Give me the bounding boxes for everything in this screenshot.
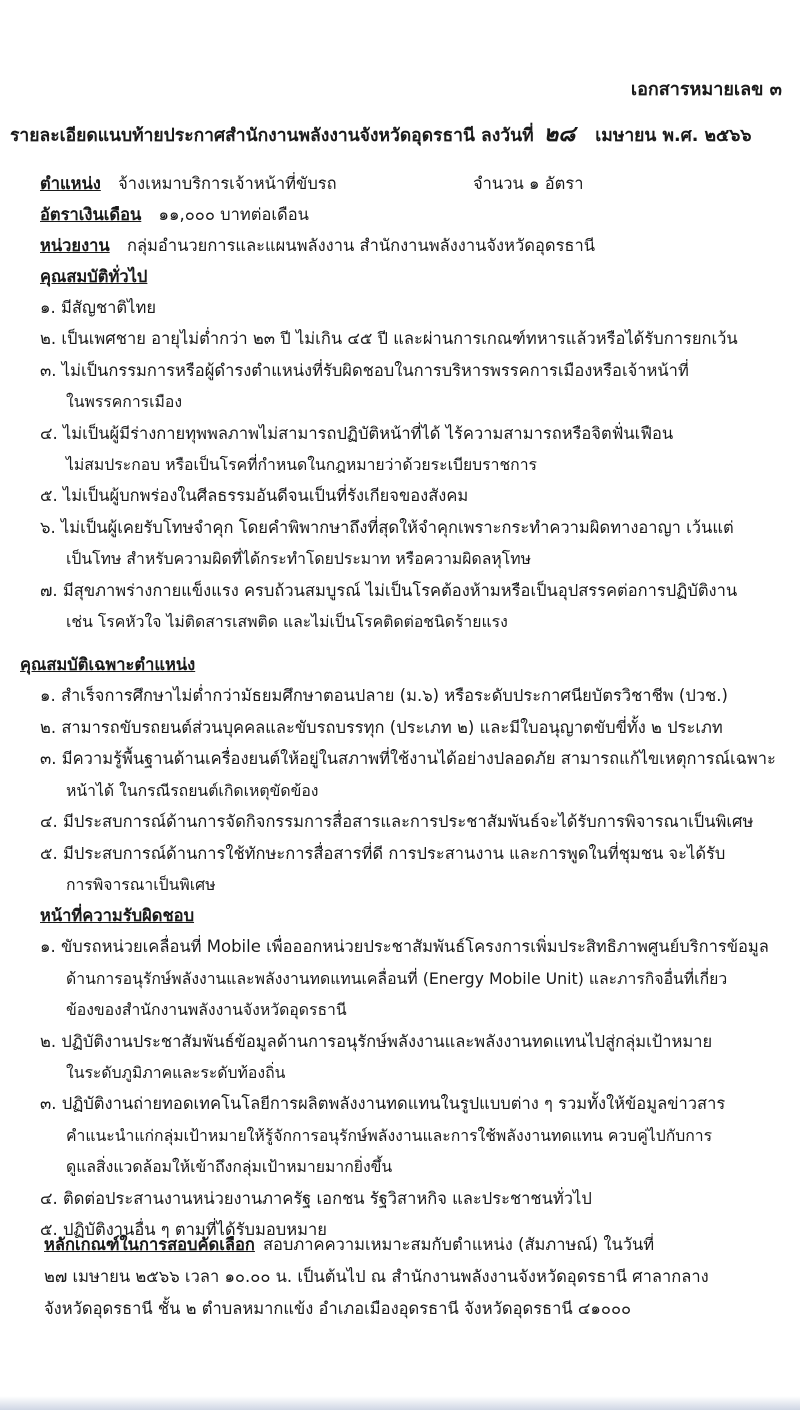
- header-handwritten-day: ๒๘: [543, 121, 576, 147]
- unit-row: [40, 230, 784, 261]
- criteria-label: หลักเกณฑ์ในการสอบคัดเลือก: [44, 1235, 255, 1254]
- list-item-continuation: ไม่สมประกอบ หรือเป็นโรคที่กำหนดในกฎหมายว่าด้วยระเบียบราชการ: [66, 455, 538, 475]
- list-item-text: ๕. มีประสบการณ์ด้านการใช้ทักษะการสื่อสารที่ดี การประสานงาน และการพูดในที่ชุมชน จะได้รับ: [40, 843, 726, 863]
- position-row: [40, 168, 784, 199]
- list-item: [40, 323, 784, 354]
- duties-list: [40, 931, 784, 1245]
- general-qualifications-title: คุณสมบัติทั่วไป: [40, 267, 148, 286]
- scan-edge-shadow: [0, 1396, 800, 1410]
- header-title: รายละเอียดแนบท้ายประกาศสำนักงานพลังงานจังหวัดอุดรธานี ลงวันที่: [10, 126, 534, 146]
- list-item-continuation: เป็นโทษ สำหรับความผิดที่ได้กระทำโดยประมาท หรือความผิดลหุโทษ: [66, 549, 532, 569]
- document-number: เอกสารหมายเลข ๓: [630, 79, 782, 100]
- criteria-line-2: ๒๗ เมษายน ๒๕๖๖ เวลา ๑๐.๐๐ น. เป็นต้นไป ณ สำนักงานพลังงานจังหวัดอุดรธานี ศาลากลาง: [44, 1267, 709, 1286]
- duties-title: หน้าที่ความรับผิดชอบ: [40, 906, 195, 926]
- position-value: จ้างเหมาบริการเจ้าหน้าที่ขับรถ: [118, 174, 337, 193]
- list-item-text: ๕. ไม่เป็นผู้บกพร่องในศีลธรรมอันดีจนเป็นที่รังเกียจของสังคม: [40, 486, 469, 506]
- criteria-line-1: สอบภาคความเหมาะสมกับตำแหน่ง (สัมภาษณ์) ในวันที่: [262, 1235, 655, 1254]
- list-item: [40, 512, 784, 575]
- specific-qualifications-list: [40, 680, 784, 900]
- list-item: [40, 355, 784, 418]
- general-qualifications-list: [40, 292, 784, 637]
- list-item: [40, 292, 784, 323]
- document-header: [10, 116, 792, 151]
- position-label: ตำแหน่ง: [40, 174, 101, 193]
- list-item-text: ๒. เป็นเพศชาย อายุไม่ต่ำกว่า ๒๓ ปี ไม่เกิน ๔๕ ปี และผ่านการเกณฑ์ทหารแล้วหรือได้รับการยกเว้น: [40, 329, 738, 349]
- list-item-text: ๔. ไม่เป็นผู้มีร่างกายทุพพลภาพไม่สามารถปฏิบัติหน้าที่ได้ ไร้ความสามารถหรือจิตฟั่นเฟือน: [40, 423, 674, 443]
- list-item-text: ๒. สามารถขับรถยนต์ส่วนบุคคลและขับรถบรรทุก (ประเภท ๒) และมีใบอนุญาตขับขี่ทั้ง ๒ ประเภท: [40, 717, 723, 737]
- list-item-continuation: ดูแลสิ่งแวดล้อมให้เข้าถึงกลุ่มเป้าหมายมากยิ่งขึ้น: [66, 1157, 393, 1177]
- list-item-text: ๔. มีประสบการณ์ด้านการจัดกิจกรรมการสื่อสารและการประชาสัมพันธ์จะได้รับการพิจารณาเป็นพิเศษ: [40, 812, 754, 832]
- list-item-continuation: การพิจารณาเป็นพิเศษ: [66, 874, 216, 894]
- header-date: เมษายน พ.ศ. ๒๕๖๖: [595, 126, 752, 146]
- list-item-continuation: คำแนะนำแก่กลุ่มเป้าหมายให้รู้จักการอนุรักษ์พลังงานและการใช้พลังงานทดแทน ควบคู่ไปกับการ: [66, 1125, 713, 1145]
- list-item: [40, 575, 784, 638]
- salary-row: [40, 199, 784, 230]
- list-item-text: ๗. มีสุขภาพร่างกายแข็งแรง ครบถ้วนสมบูรณ์ ไม่เป็นโรคต้องห้ามหรือเป็นอุปสรรคต่อการปฏิบัติงาน: [40, 580, 738, 600]
- list-item-text: ๑. มีสัญชาติไทย: [40, 298, 156, 317]
- salary-value: ๑๑,๐๐๐ บาทต่อเดือน: [158, 205, 309, 224]
- unit-label: หน่วยงาน: [40, 236, 110, 255]
- selection-criteria: [44, 1229, 782, 1325]
- list-item-continuation: ข้องของสำนักงานพลังงานจังหวัดอุดรธานี: [66, 1000, 347, 1020]
- document-body: [20, 168, 784, 1245]
- list-item-text: ๑. สำเร็จการศึกษาไม่ต่ำกว่ามัธยมศึกษาตอนปลาย (ม.๖) หรือระดับประกาศนียบัตรวิชาชีพ (ปวช.): [40, 686, 728, 706]
- list-item-continuation: ในระดับภูมิภาคและระดับท้องถิ่น: [66, 1062, 286, 1082]
- list-item-continuation: หน้าได้ ในกรณีรถยนต์เกิดเหตุขัดข้อง: [66, 780, 319, 800]
- list-item: [40, 418, 784, 481]
- list-item: [40, 806, 784, 837]
- list-item-text: ๔. ติดต่อประสานงานหน่วยงานภาครัฐ เอกชน รัฐวิสาหกิจ และประชาชนทั่วไป: [40, 1188, 592, 1208]
- criteria-line-3: จังหวัดอุดรธานี ชั้น ๒ ตำบลหมากแข้ง อำเภอเมืองอุดรธานี จังหวัดอุดรธานี ๔๑๐๐๐: [44, 1299, 632, 1318]
- list-item-continuation: เช่น โรคหัวใจ ไม่ติดสารเสพติด และไม่เป็นโรคติดต่อชนิดร้ายแรง: [66, 612, 508, 632]
- list-item: [40, 838, 784, 901]
- list-item: [40, 743, 784, 806]
- list-item-text: ๓. ไม่เป็นกรรมการหรือผู้ดำรงตำแหน่งที่รับผิดชอบในการบริหารพรรคการเมืองหรือเจ้าหน้าที่: [40, 360, 689, 380]
- list-item: [40, 1183, 784, 1214]
- list-item: [40, 1026, 784, 1089]
- list-item-continuation: ในพรรคการเมือง: [66, 392, 183, 412]
- list-item-text: ๒. ปฏิบัติงานประชาสัมพันธ์ข้อมูลด้านการอนุรักษ์พลังงานและพลังงานทดแทนไปสู่กลุ่มเป้าหมาย: [40, 1031, 713, 1051]
- list-item: [40, 480, 784, 511]
- list-item-text: ๖. ไม่เป็นผู้เคยรับโทษจำคุก โดยคำพิพากษาถึงที่สุดให้จำคุกเพราะกระทำความผิดทางอาญา เว้นแต่: [40, 517, 734, 537]
- list-item-continuation: ด้านการอนุรักษ์พลังงานและพลังงานทดแทนเคลื่อนที่ (Energy Mobile Unit) และภารกิจอื่นที่เกี่ยว: [66, 968, 728, 988]
- list-item-text: ๕. ปฏิบัติงานอื่น ๆ ตามที่ได้รับมอบหมาย: [40, 1219, 327, 1239]
- list-item: [40, 1088, 784, 1182]
- salary-label: อัตราเงินเดือน: [40, 205, 142, 224]
- list-item-text: ๑. ขับรถหน่วยเคลื่อนที่ Mobile เพื่อออกหน่วยประชาสัมพันธ์โครงการเพิ่มประสิทธิภาพศูนย์บริการข้อมูล: [40, 937, 769, 957]
- position-count: จำนวน ๑ อัตรา: [473, 174, 584, 193]
- list-item: [40, 931, 784, 1025]
- list-item-text: ๓. มีความรู้พื้นฐานด้านเครื่องยนต์ให้อยู่ในสภาพที่ใช้งานได้อย่างปลอดภัย สามารถแก้ไขเหตุการณ์เฉพาะ: [40, 749, 776, 769]
- list-item: [40, 680, 784, 711]
- unit-value: กลุ่มอำนวยการและแผนพลังงาน สำนักงานพลังงานจังหวัดอุดรธานี: [126, 236, 596, 255]
- list-item: [40, 712, 784, 743]
- specific-qualifications-title: คุณสมบัติเฉพาะตำแหน่ง: [20, 655, 196, 675]
- list-item-text: ๓. ปฏิบัติงานถ่ายทอดเทคโนโลยีการผลิตพลังงานทดแทนในรูปแบบต่าง ๆ รวมทั้งให้ข้อมูลข่าวสาร: [40, 1094, 726, 1114]
